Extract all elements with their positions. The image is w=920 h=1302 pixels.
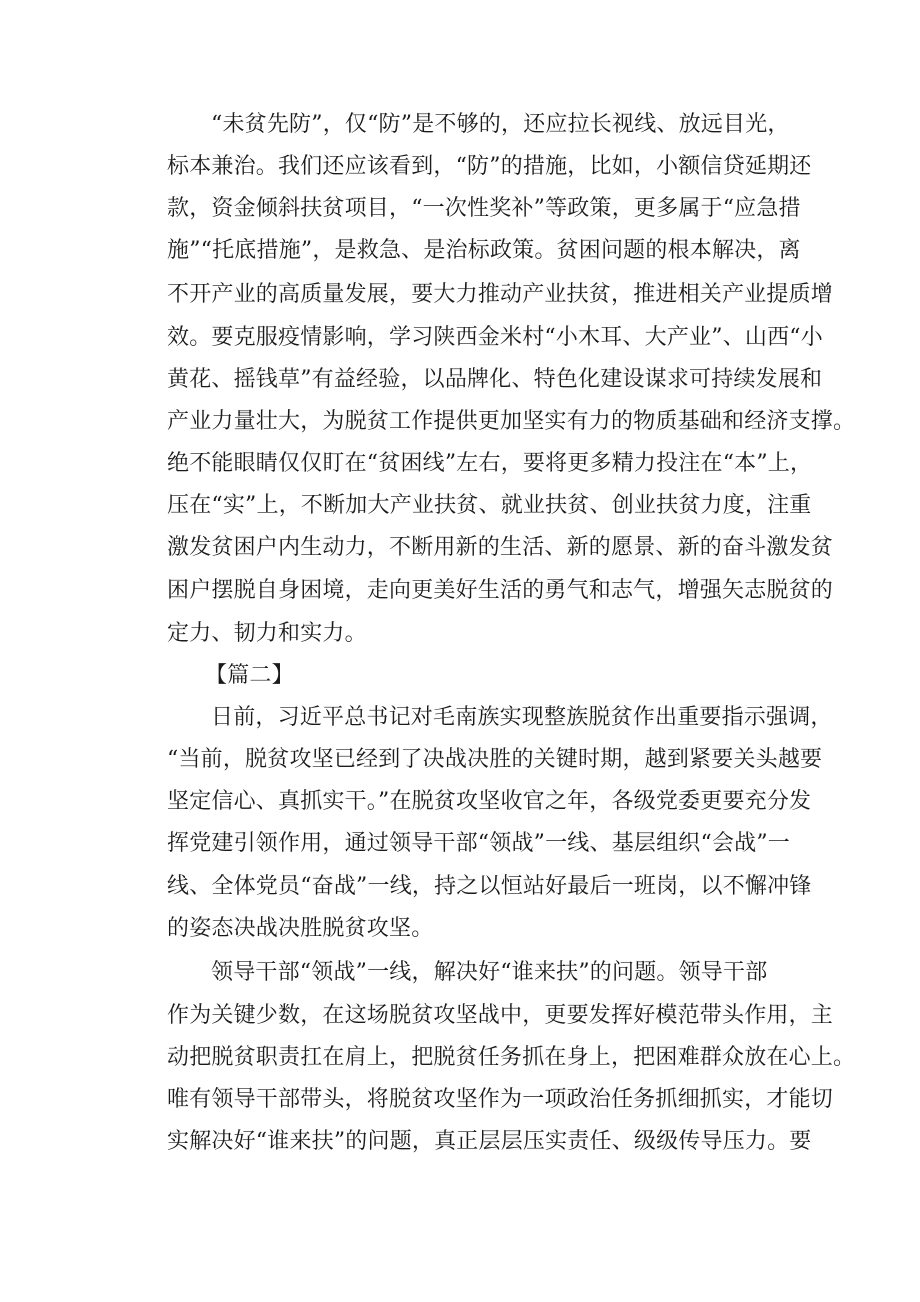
paragraph-3-line-5: 实解决好“谁来扶”的问题，真正层层压实责任、级级传导压力。要	[167, 1129, 812, 1154]
paragraph-2-line-3: 坚定信心、真抓实干。”在脱贫攻坚收官之年，各级党委更要充分发	[167, 789, 812, 814]
paragraph-1-line-3: 款，资金倾斜扶贫项目，“一次性奖补”等政策，更多属于“应急措	[167, 196, 801, 221]
paragraph-1-line-9: 绝不能眼睛仅仅盯在“贫困线”左右，要将更多精力投注在“本”上，	[167, 451, 813, 476]
paragraph-1-line-5: 不开产业的高质量发展，要大力推动产业扶贫，推进相关产业提质增	[167, 282, 834, 307]
paragraph-1-line-13: 定力、韧力和实力。	[167, 621, 367, 646]
paragraph-1-line-12: 困户摆脱自身困境，走向更美好生活的勇气和志气，增强矢志脱贫的	[167, 578, 834, 603]
paragraph-2-line-6: 的姿态决战决胜脱贫攻坚。	[167, 916, 434, 941]
paragraph-1-line-10: 压在“实”上，不断加大产业扶贫、就业扶贫、创业扶贫力度，注重	[167, 493, 812, 518]
paragraph-3-line-4: 唯有领导干部带头，将脱贫攻坚作为一项政治任务抓细抓实，才能切	[167, 1087, 834, 1112]
paragraph-1-line-1: “未贫先防”，仅“防”是不够的，还应拉长视线、放远目光，	[211, 112, 790, 137]
paragraph-2-line-1: 日前，习近平总书记对毛南族实现整族脱贫作出重要指示强调，	[211, 705, 833, 730]
paragraph-1-line-4: 施”“托底措施”，是救急、是治标政策。贫困问题的根本解决，离	[167, 238, 801, 263]
paragraph-3-line-2: 作为关键少数，在这场脱贫攻坚战中，更要发挥好模范带头作用，主	[167, 1003, 834, 1028]
paragraph-3-line-3: 动把脱贫职责扛在肩上，把脱贫任务抓在身上，把困难群众放在心上。	[167, 1045, 856, 1070]
paragraph-2-line-4: 挥党建引领作用，通过领导干部“领战”一线、基层组织“会战”一	[167, 831, 790, 856]
paragraph-3-line-1: 领导干部“领战”一线，解决好“谁来扶”的问题。领导干部	[211, 960, 768, 985]
paragraph-1-line-6: 效。要克服疫情影响，学习陕西金米村“小木耳、大产业”、山西“小	[167, 325, 823, 350]
paragraph-2-line-2: “当前，脱贫攻坚已经到了决战决胜的关键时期，越到紧要关头越要	[167, 747, 823, 772]
paragraph-1-line-11: 激发贫困户内生动力，不断用新的生活、新的愿景、新的奋斗激发贫	[167, 535, 834, 560]
paragraph-1-line-2: 标本兼治。我们还应该看到，“防”的措施，比如，小额信贷延期还	[167, 154, 812, 179]
paragraph-1-line-7: 黄花、摇钱草”有益经验，以品牌化、特色化建设谋求可持续发展和	[167, 367, 823, 392]
paragraph-1-line-8: 产业力量壮大，为脱贫工作提供更加坚实有力的物质基础和经济支撑。	[167, 409, 856, 434]
paragraph-2-line-5: 线、全体党员“奋战”一线，持之以恒站好最后一班岗，以不懈冲锋	[167, 874, 812, 899]
section-heading: 【篇二】	[205, 663, 294, 688]
